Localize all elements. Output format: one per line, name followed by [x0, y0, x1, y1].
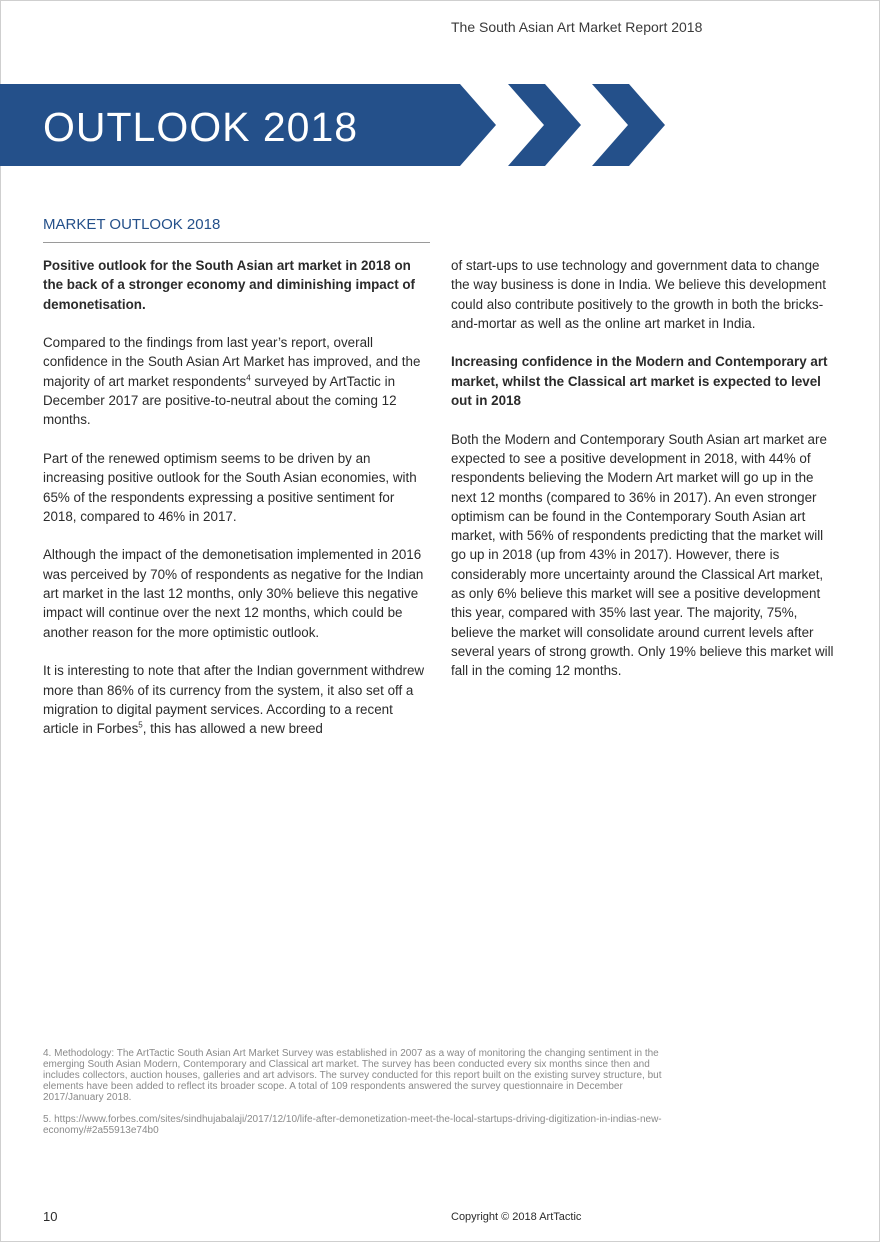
footnote-ref-4: 4: [246, 373, 251, 383]
footnote-ref-5: 5: [138, 720, 143, 730]
body-paragraph: Part of the renewed optimism seems to be driven by an increasing positive outlook for the South Asian economies, with 65% of the respondents expressing a positive sentiment for 2018, compared to 46% in 2017.: [43, 450, 417, 524]
footnotes: [43, 1048, 663, 1147]
copyright: Copyright © 2018 ArtTactic: [451, 1211, 582, 1223]
banner-chevron-1: [508, 84, 581, 166]
lead-paragraph: Positive outlook for the South Asian art market in 2018 on the back of a stronger economy and diminishing impact of demonetisation.: [43, 258, 416, 312]
left-column: [43, 256, 430, 758]
footnote-5: 5. https://www.forbes.com/sites/sindhujabalaji/2017/12/10/life-after-demonetization-meet-the-local-startups-driving-digitization-in-indias-new-economy/#2a55913e74b0: [43, 1114, 662, 1136]
banner-chevron-2: [592, 84, 665, 166]
subheading: Increasing confidence in the Modern and Contemporary art market, whilst the Classical art market is expected to level out in 2018: [451, 354, 828, 409]
body-paragraph: of start-ups to use technology and government data to change the way business is done in India. We believe this development could also contribute positively to the growth in both the bricks-and-mortar as well as the online art market in India.: [451, 258, 826, 331]
body-paragraph: It is interesting to note that after the Indian government withdrew more than 86% of its currency from the system, it also set off a migration to digital payment services. According to a recent article in Forbes$^5$, this has allowed a new breed: [43, 663, 425, 737]
page-title: OUTLOOK 2018: [43, 104, 359, 150]
body-paragraph: Although the impact of the demonetisation implemented in 2016 was perceived by 70% of respondents as negative for the Indian art market in the last 12 months, only 30% believe this negative impact will continue over the next 12 months, which could be another reason for the more optimistic outlook.: [43, 547, 424, 640]
section-heading: MARKET OUTLOOK 2018: [43, 216, 221, 233]
report-title: The South Asian Art Market Report 2018: [451, 19, 703, 35]
title-banner: [0, 84, 680, 166]
section-divider: [43, 242, 430, 243]
footnote-4: 4. Methodology: The ArtTactic South Asian Art Market Survey was established in 2007 as a way of monitoring the changing sentiment in the emerging South Asian Modern, Contemporary and Classical art market. The survey has been conducted every six months since then and includes collectors, auction houses, galleries and art advisors. The survey conducted for this report built on the existing survey structure, but elements have been added to reflect its broader scope. A total of 109 respondents answered the survey questionnaire in December 2017/January 2018.: [43, 1048, 662, 1103]
body-paragraph: Compared to the findings from last year’s report, overall confidence in the South Asian Art Market has improved, and the majority of art market respondents$^4$ surveyed by ArtTactic in December 2017 are positive-to-neutral about the coming 12 months.: [43, 335, 421, 428]
page-number: 10: [43, 1209, 58, 1224]
right-column: [451, 256, 836, 700]
body-paragraph: Both the Modern and Contemporary South Asian art market are expected to see a positive development in 2018, with 44% of respondents believing the Modern Art market will go up in the next 12 months (compared to 36% in 2017). An even stronger optimism can be found in the Contemporary South Asian art market, with 56% of respondents predicting that the market will go up in 2018 (up from 43% in 2017). However, there is considerably more uncertainty around the Classical Art market, as only 6% believe this market will see a positive development this year, compared with 35% last year. The majority, 75%, believe the market will consolidate around current levels after several years of strong growth. Only 19% believe this market will fall in the coming 12 months.: [451, 431, 834, 679]
